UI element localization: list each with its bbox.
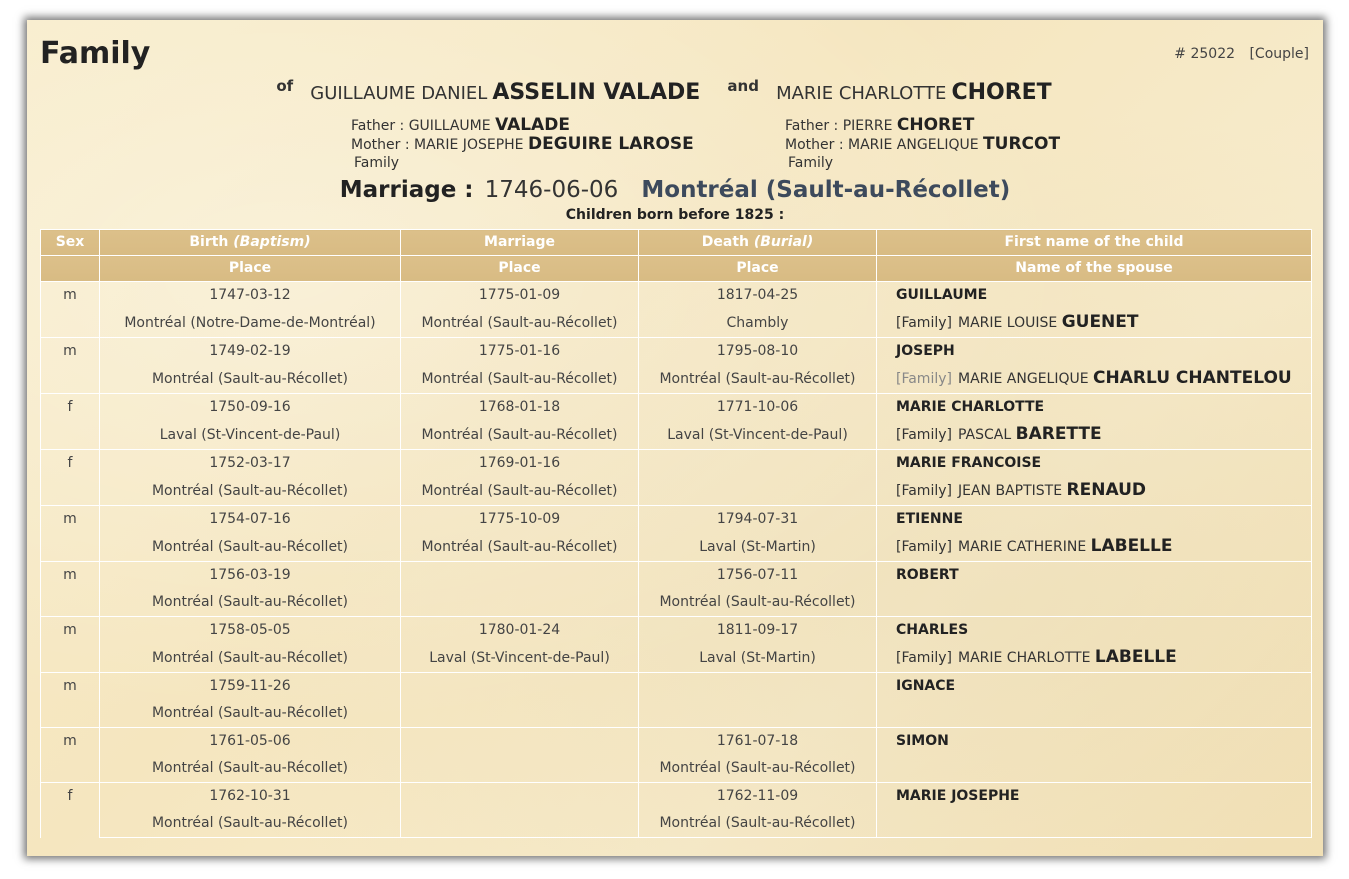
child-death-place: Montréal (Sault-au-Récollet) xyxy=(639,810,877,838)
child-spouse xyxy=(877,644,1312,673)
child-death-place: Montréal (Sault-au-Récollet) xyxy=(639,365,877,394)
spouse-surname[interactable]: BARETTE xyxy=(1015,424,1102,444)
child-marriage-date: 1780-01-24 xyxy=(401,617,639,645)
child-marriage-date: 1775-01-09 xyxy=(401,282,639,310)
child-marriage-place: Montréal (Sault-au-Récollet) xyxy=(401,477,639,506)
child-death-date: 1762-11-09 xyxy=(639,783,877,811)
child-row xyxy=(41,562,1312,590)
child-row xyxy=(41,338,1312,366)
child-birth-date: 1750-09-16 xyxy=(100,394,401,422)
child-row-places xyxy=(41,421,1312,450)
child-marriage-place: Montréal (Sault-au-Récollet) xyxy=(401,309,639,338)
child-death-date: 1771-10-06 xyxy=(639,394,877,422)
father-surname: VALADE xyxy=(495,115,570,135)
mother-label: Mother : xyxy=(785,137,844,153)
spouse-given-name[interactable]: MARIE CATHERINE xyxy=(957,539,1087,555)
child-death-place xyxy=(639,700,877,728)
mother-label: Mother : xyxy=(351,137,410,153)
father-given-name: PIERRE xyxy=(842,118,893,134)
mother-given-name: MARIE JOSEPHE xyxy=(414,137,524,153)
children-table xyxy=(40,229,1312,838)
child-first-name[interactable]: ROBERT xyxy=(877,562,1312,590)
child-marriage-place xyxy=(401,589,639,617)
child-marriage-date xyxy=(401,728,639,756)
child-birth-date: 1749-02-19 xyxy=(100,338,401,366)
child-death-date: 1761-07-18 xyxy=(639,728,877,756)
child-sex: m xyxy=(41,562,100,617)
spouse-surname[interactable]: RENAUD xyxy=(1066,480,1146,500)
spouse-family-link[interactable]: [Family] xyxy=(896,650,952,666)
wife-parents xyxy=(785,116,1060,172)
child-marriage-date: 1768-01-18 xyxy=(401,394,639,422)
spouse-surname[interactable]: CHARLU CHANTELOU xyxy=(1093,368,1292,388)
marriage-place: Montréal (Sault-au-Récollet) xyxy=(641,177,1011,203)
child-first-name[interactable]: MARIE CHARLOTTE xyxy=(877,394,1312,422)
child-marriage-date: 1775-01-16 xyxy=(401,338,639,366)
child-row xyxy=(41,394,1312,422)
child-sex: f xyxy=(41,783,100,838)
child-marriage-place: Montréal (Sault-au-Récollet) xyxy=(401,533,639,562)
child-sex: m xyxy=(41,506,100,562)
child-row xyxy=(41,506,1312,534)
child-birth-place: Montréal (Sault-au-Récollet) xyxy=(100,755,401,783)
header-death: Death (Burial) xyxy=(639,230,877,256)
child-birth-date: 1759-11-26 xyxy=(100,673,401,701)
child-birth-place: Montréal (Sault-au-Récollet) xyxy=(100,810,401,838)
husband-father[interactable] xyxy=(351,116,694,135)
spouse-given-name[interactable]: MARIE LOUISE xyxy=(957,315,1058,331)
child-spouse xyxy=(877,700,1312,728)
spouse-surname[interactable]: LABELLE xyxy=(1090,536,1173,556)
child-birth-place: Montréal (Notre-Dame-de-Montréal) xyxy=(100,309,401,338)
child-row xyxy=(41,282,1312,310)
header-child: First name of the child xyxy=(877,230,1312,256)
child-sex: m xyxy=(41,617,100,673)
child-sex: m xyxy=(41,282,100,338)
wife-surname[interactable]: CHORET xyxy=(951,80,1052,105)
father-label: Father : xyxy=(785,118,839,134)
child-death-place xyxy=(639,477,877,506)
couple-heading xyxy=(27,77,1323,105)
spouse-family-link[interactable]: [Family] xyxy=(896,427,952,443)
husband-parents xyxy=(351,116,694,172)
child-marriage-place: Montréal (Sault-au-Récollet) xyxy=(401,421,639,450)
spouse-family-link[interactable]: [Family] xyxy=(896,371,952,387)
child-row xyxy=(41,617,1312,645)
child-birth-date: 1752-03-17 xyxy=(100,450,401,478)
child-marriage-place: Laval (St-Vincent-de-Paul) xyxy=(401,644,639,673)
child-marriage-date xyxy=(401,673,639,701)
child-death-place: Laval (St-Martin) xyxy=(639,533,877,562)
mother-surname: TURCOT xyxy=(983,134,1061,154)
child-birth-place: Montréal (Sault-au-Récollet) xyxy=(100,589,401,617)
husband-mother[interactable] xyxy=(351,135,694,154)
child-spouse xyxy=(877,309,1312,338)
family-number: # 25022 xyxy=(1174,46,1236,62)
child-birth-date: 1761-05-06 xyxy=(100,728,401,756)
father-given-name: GUILLAUME xyxy=(408,118,491,134)
mother-given-name: MARIE ANGELIQUE xyxy=(848,137,979,153)
wife-mother[interactable] xyxy=(785,135,1060,154)
child-marriage-place xyxy=(401,700,639,728)
children-rows xyxy=(41,282,1312,838)
spouse-given-name[interactable]: PASCAL xyxy=(957,427,1012,443)
wife-father[interactable] xyxy=(785,116,1060,135)
marriage-date: 1746-06-06 xyxy=(484,177,619,203)
child-spouse xyxy=(877,810,1312,838)
child-birth-place: Montréal (Sault-au-Récollet) xyxy=(100,700,401,728)
child-first-name[interactable]: SIMON xyxy=(877,728,1312,756)
wife-parents-family-link[interactable]: Family xyxy=(788,155,834,171)
child-row xyxy=(41,728,1312,756)
child-death-date: 1756-07-11 xyxy=(639,562,877,590)
husband-parents-family-link[interactable]: Family xyxy=(354,155,400,171)
child-row-places xyxy=(41,477,1312,506)
spouse-family-link[interactable]: [Family] xyxy=(896,483,952,499)
child-sex: m xyxy=(41,728,100,783)
child-marriage-place: Montréal (Sault-au-Récollet) xyxy=(401,365,639,394)
header-spouse: Name of the spouse xyxy=(877,256,1312,282)
child-death-place: Montréal (Sault-au-Récollet) xyxy=(639,755,877,783)
child-spouse xyxy=(877,589,1312,617)
child-row-places xyxy=(41,309,1312,338)
child-death-date: 1794-07-31 xyxy=(639,506,877,534)
marriage-info xyxy=(27,177,1323,203)
father-surname: CHORET xyxy=(896,115,975,135)
child-row-places xyxy=(41,755,1312,783)
child-spouse xyxy=(877,365,1312,394)
child-first-name[interactable]: ETIENNE xyxy=(877,506,1312,534)
of-label: of xyxy=(276,77,294,95)
spouse-surname[interactable]: LABELLE xyxy=(1094,647,1177,667)
child-row xyxy=(41,450,1312,478)
header-sex: Sex xyxy=(41,230,100,256)
page-title: Family xyxy=(40,36,151,71)
child-spouse xyxy=(877,755,1312,783)
child-first-name[interactable]: GUILLAUME xyxy=(877,282,1312,310)
husband-surname[interactable]: ASSELIN VALADE xyxy=(492,80,701,105)
child-sex: f xyxy=(41,394,100,450)
child-marriage-date: 1775-10-09 xyxy=(401,506,639,534)
child-death-place: Montréal (Sault-au-Récollet) xyxy=(639,589,877,617)
child-birth-date: 1758-05-05 xyxy=(100,617,401,645)
child-birth-date: 1747-03-12 xyxy=(100,282,401,310)
child-birth-date: 1756-03-19 xyxy=(100,562,401,590)
child-marriage-date xyxy=(401,783,639,811)
father-label: Father : xyxy=(351,118,405,134)
header-marriage: Marriage xyxy=(401,230,639,256)
child-spouse xyxy=(877,477,1312,506)
child-death-date xyxy=(639,450,877,478)
child-birth-date: 1762-10-31 xyxy=(100,783,401,811)
child-death-date: 1811-09-17 xyxy=(639,617,877,645)
child-first-name[interactable]: MARIE JOSEPHE xyxy=(877,783,1312,811)
spouse-given-name[interactable]: MARIE ANGELIQUE xyxy=(957,371,1089,387)
child-spouse xyxy=(877,533,1312,562)
child-sex: m xyxy=(41,673,100,728)
marriage-label: Marriage : xyxy=(339,177,474,203)
child-first-name[interactable]: IGNACE xyxy=(877,673,1312,701)
child-birth-place: Laval (St-Vincent-de-Paul) xyxy=(100,421,401,450)
child-death-place: Laval (St-Vincent-de-Paul) xyxy=(639,421,877,450)
spouse-given-name[interactable]: MARIE CHARLOTTE xyxy=(957,650,1091,666)
child-row-places xyxy=(41,644,1312,673)
child-row-places xyxy=(41,533,1312,562)
child-birth-place: Montréal (Sault-au-Récollet) xyxy=(100,477,401,506)
child-death-place: Laval (St-Martin) xyxy=(639,644,877,673)
wife-given-name[interactable]: MARIE CHARLOTTE xyxy=(776,83,947,104)
child-row xyxy=(41,673,1312,701)
child-row-places xyxy=(41,810,1312,838)
child-marriage-date xyxy=(401,562,639,590)
child-death-date: 1795-08-10 xyxy=(639,338,877,366)
child-row-places xyxy=(41,700,1312,728)
child-birth-place: Montréal (Sault-au-Récollet) xyxy=(100,533,401,562)
family-record-panel xyxy=(27,20,1323,856)
spouse-family-link[interactable]: [Family] xyxy=(896,315,952,331)
husband-given-name[interactable]: GUILLAUME DANIEL xyxy=(310,83,488,104)
child-death-place: Chambly xyxy=(639,309,877,338)
child-row-places xyxy=(41,589,1312,617)
child-sex: m xyxy=(41,338,100,394)
record-reference xyxy=(1164,46,1309,62)
child-spouse xyxy=(877,421,1312,450)
couple-link[interactable]: [Couple] xyxy=(1249,46,1309,62)
child-birth-place: Montréal (Sault-au-Récollet) xyxy=(100,365,401,394)
child-row-places xyxy=(41,365,1312,394)
child-marriage-date: 1769-01-16 xyxy=(401,450,639,478)
spouse-family-link[interactable]: [Family] xyxy=(896,539,952,555)
header-marriage-place: Place xyxy=(401,256,639,282)
header-birth-place: Place xyxy=(100,256,401,282)
mother-surname: DEGUIRE LAROSE xyxy=(527,134,694,154)
header-birth: Birth (Baptism) xyxy=(100,230,401,256)
children-caption: Children born before 1825 : xyxy=(565,207,785,223)
child-row xyxy=(41,783,1312,811)
header-death-place: Place xyxy=(639,256,877,282)
child-first-name[interactable]: MARIE FRANCOISE xyxy=(877,450,1312,478)
header-blank xyxy=(41,256,100,282)
child-first-name[interactable]: CHARLES xyxy=(877,617,1312,645)
child-birth-place: Montréal (Sault-au-Récollet) xyxy=(100,644,401,673)
child-marriage-place xyxy=(401,810,639,838)
child-death-date: 1817-04-25 xyxy=(639,282,877,310)
child-sex: f xyxy=(41,450,100,506)
spouse-surname[interactable]: GUENET xyxy=(1061,312,1139,332)
child-death-date xyxy=(639,673,877,701)
child-first-name[interactable]: JOSEPH xyxy=(877,338,1312,366)
child-marriage-place xyxy=(401,755,639,783)
spouse-given-name[interactable]: JEAN BAPTISTE xyxy=(957,483,1063,499)
child-birth-date: 1754-07-16 xyxy=(100,506,401,534)
and-label: and xyxy=(727,77,759,95)
